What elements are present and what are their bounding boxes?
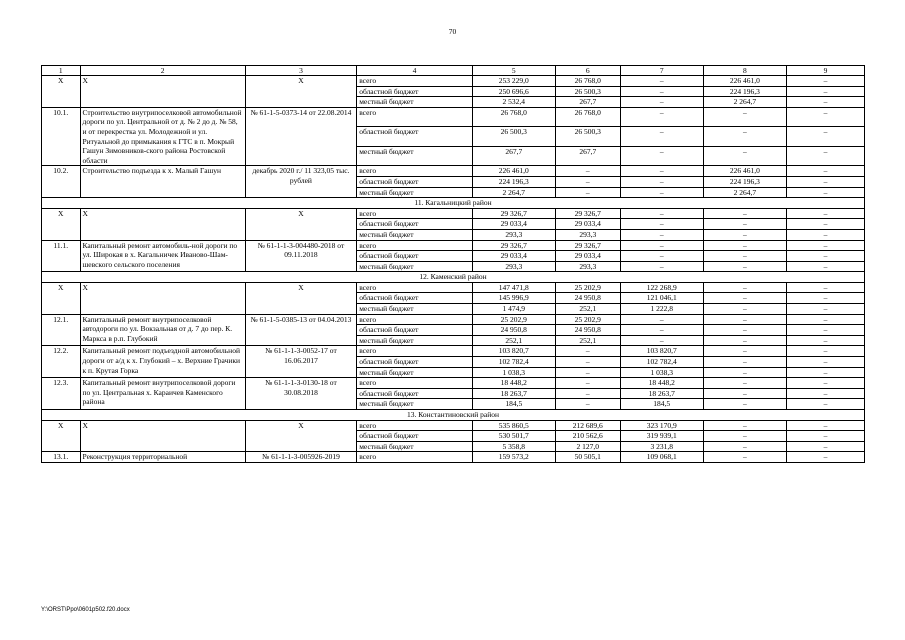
- section-heading-row: [42, 272, 865, 283]
- value-col9: –: [786, 293, 864, 304]
- value-col6: 24 950,8: [555, 325, 620, 336]
- value-total: 145 996,9: [472, 293, 555, 304]
- value-col6: 293,3: [555, 229, 620, 240]
- value-col8: –: [703, 261, 786, 272]
- value-col7: 109 068,1: [620, 452, 703, 463]
- value-col8: –: [703, 293, 786, 304]
- value-col8: –: [703, 420, 786, 431]
- value-col8: –: [703, 240, 786, 251]
- section-heading-row: [42, 410, 865, 421]
- value-total: 226 461,0: [472, 166, 555, 177]
- funding-source: областной бюджет: [357, 251, 473, 262]
- project-name: Х: [80, 76, 245, 108]
- project-name: Строительство внутрипоселковой автомобильной дороги по ул. Центральной от д. № 2 до д. № 58, и от перекрестка ул. Молодежной и ул. Ритуальной до примыкания к ГТС в п. Мокрый Гашун Зимовников-ского района Ростовской области: [80, 107, 245, 166]
- value-col7: –: [620, 251, 703, 262]
- column-number: 7: [620, 66, 703, 76]
- table-row: [42, 452, 865, 463]
- value-col8: –: [703, 452, 786, 463]
- funding-source: местный бюджет: [357, 335, 473, 346]
- value-col8: –: [703, 325, 786, 336]
- value-col7: 102 782,4: [620, 357, 703, 368]
- value-col6: –: [555, 388, 620, 399]
- value-col9: –: [786, 86, 864, 97]
- funding-source: местный бюджет: [357, 261, 473, 272]
- value-col8: –: [703, 304, 786, 315]
- table-row: [42, 107, 865, 127]
- table-row: [42, 240, 865, 251]
- value-col7: 18 263,7: [620, 388, 703, 399]
- value-col6: –: [555, 176, 620, 187]
- funding-source: местный бюджет: [357, 97, 473, 108]
- value-col6: 29 033,4: [555, 219, 620, 230]
- value-col9: –: [786, 261, 864, 272]
- project-name: Капитальный ремонт автомобиль-ной дороги по ул. Широкая в х. Кагальничек Иваново-Шам-шевского сельского поселения: [80, 240, 245, 272]
- value-total: 18 448,2: [472, 378, 555, 389]
- value-col9: –: [786, 452, 864, 463]
- column-number: 6: [555, 66, 620, 76]
- value-col7: –: [620, 240, 703, 251]
- value-total: 159 573,2: [472, 452, 555, 463]
- table-row: [42, 420, 865, 431]
- value-col6: 26 500,3: [555, 86, 620, 97]
- footer-file-path: Y:\ORST\Ppo\0601p502.f20.docx: [41, 607, 130, 613]
- value-col8: –: [703, 146, 786, 166]
- value-col6: 29 033,4: [555, 251, 620, 262]
- funding-source: всего: [357, 240, 473, 251]
- value-total: 250 696,6: [472, 86, 555, 97]
- funding-source: всего: [357, 378, 473, 389]
- project-name: Строительство подъезда к х. Малый Гашун: [80, 166, 245, 198]
- value-col7: –: [620, 261, 703, 272]
- value-col6: 267,7: [555, 97, 620, 108]
- value-col9: –: [786, 146, 864, 166]
- value-col6: –: [555, 357, 620, 368]
- funding-source: всего: [357, 107, 473, 127]
- value-col6: 212 689,6: [555, 420, 620, 431]
- budget-table: [41, 65, 865, 463]
- value-total: 26 500,3: [472, 127, 555, 147]
- column-number: 1: [42, 66, 81, 76]
- project-name: Капитальный ремонт внутрипоселковой дороги по ул. Центральная х. Караичев Каменского района: [80, 378, 245, 410]
- value-col9: –: [786, 251, 864, 262]
- value-col9: –: [786, 127, 864, 147]
- value-col7: –: [620, 335, 703, 346]
- value-col7: –: [620, 166, 703, 177]
- funding-source: местный бюджет: [357, 441, 473, 452]
- value-total: 224 196,3: [472, 176, 555, 187]
- value-col7: –: [620, 219, 703, 230]
- value-col6: 26 500,3: [555, 127, 620, 147]
- value-col8: –: [703, 282, 786, 293]
- value-col9: –: [786, 399, 864, 410]
- item-number: Х: [42, 282, 81, 314]
- table-row: [42, 166, 865, 177]
- value-col6: –: [555, 166, 620, 177]
- project-name: Реконструкция территориальной: [80, 452, 245, 463]
- value-col6: 24 950,8: [555, 293, 620, 304]
- value-col9: –: [786, 76, 864, 87]
- value-total: 267,7: [472, 146, 555, 166]
- table-row: [42, 346, 865, 357]
- value-total: 29 326,7: [472, 208, 555, 219]
- value-col7: –: [620, 176, 703, 187]
- value-total: 29 033,4: [472, 251, 555, 262]
- value-col8: –: [703, 251, 786, 262]
- value-col6: 252,1: [555, 335, 620, 346]
- value-col9: –: [786, 420, 864, 431]
- value-col6: 25 202,9: [555, 282, 620, 293]
- column-number: 9: [786, 66, 864, 76]
- value-col6: 252,1: [555, 304, 620, 315]
- value-total: 25 202,9: [472, 314, 555, 325]
- value-col6: 210 562,6: [555, 431, 620, 442]
- value-total: 103 820,7: [472, 346, 555, 357]
- project-reference: № 61-1-1-3-0130-18 от 30.08.2018: [245, 378, 356, 410]
- funding-source: областной бюджет: [357, 357, 473, 368]
- value-col7: –: [620, 208, 703, 219]
- value-total: 1 474,9: [472, 304, 555, 315]
- value-col8: –: [703, 431, 786, 442]
- value-col9: –: [786, 378, 864, 389]
- project-name: Х: [80, 282, 245, 314]
- project-reference: декабрь 2020 г./ 11 323,05 тыс. рублей: [245, 166, 356, 198]
- value-col7: –: [620, 187, 703, 198]
- value-total: 293,3: [472, 261, 555, 272]
- value-col8: –: [703, 335, 786, 346]
- value-col9: –: [786, 431, 864, 442]
- project-name: Х: [80, 420, 245, 452]
- project-reference: № 61-1-1-3-005926-2019: [245, 452, 356, 463]
- project-reference: № 61-1-5-0385-13 от 04.04.2013: [245, 314, 356, 346]
- value-col8: –: [703, 388, 786, 399]
- value-col6: –: [555, 346, 620, 357]
- value-total: 2 264,7: [472, 187, 555, 198]
- funding-source: местный бюджет: [357, 304, 473, 315]
- item-number: 10.1.: [42, 107, 81, 166]
- value-col9: –: [786, 208, 864, 219]
- value-col9: –: [786, 107, 864, 127]
- value-col9: –: [786, 97, 864, 108]
- value-col8: –: [703, 378, 786, 389]
- value-col9: –: [786, 325, 864, 336]
- value-col9: –: [786, 441, 864, 452]
- value-col6: –: [555, 378, 620, 389]
- value-col8: 224 196,3: [703, 176, 786, 187]
- project-reference: Х: [245, 420, 356, 452]
- funding-source: местный бюджет: [357, 399, 473, 410]
- section-heading-row: [42, 198, 865, 209]
- value-col7: –: [620, 97, 703, 108]
- value-col6: 29 326,7: [555, 240, 620, 251]
- value-col9: –: [786, 357, 864, 368]
- table-row: [42, 282, 865, 293]
- value-col8: –: [703, 229, 786, 240]
- project-reference: № 61-1-5-0373-14 от 22.08.2014: [245, 107, 356, 166]
- value-total: 29 326,7: [472, 240, 555, 251]
- value-col7: 1 038,3: [620, 367, 703, 378]
- project-reference: № 61-1-1-3-0052-17 от 16.06.2017: [245, 346, 356, 378]
- value-col9: –: [786, 335, 864, 346]
- project-reference: Х: [245, 282, 356, 314]
- value-col6: 293,3: [555, 261, 620, 272]
- section-title: 11. Кагальницкий район: [42, 198, 865, 209]
- item-number: Х: [42, 420, 81, 452]
- value-col7: 122 268,9: [620, 282, 703, 293]
- value-total: 147 471,8: [472, 282, 555, 293]
- funding-source: областной бюджет: [357, 388, 473, 399]
- value-col9: –: [786, 176, 864, 187]
- funding-source: областной бюджет: [357, 219, 473, 230]
- value-col8: –: [703, 314, 786, 325]
- project-reference: Х: [245, 208, 356, 240]
- item-number: Х: [42, 76, 81, 108]
- value-col8: –: [703, 346, 786, 357]
- value-col9: –: [786, 240, 864, 251]
- value-col9: –: [786, 282, 864, 293]
- project-name: Капитальный ремонт подъездной автомобильной дороги от а/д к х. Глубокий – х. Верхние Грачики к п. Крутая Горка: [80, 346, 245, 378]
- value-col7: –: [620, 146, 703, 166]
- funding-source: областной бюджет: [357, 176, 473, 187]
- value-col9: –: [786, 219, 864, 230]
- page-number: 70: [448, 27, 457, 36]
- value-col8: 2 264,7: [703, 187, 786, 198]
- project-name: Х: [80, 208, 245, 240]
- value-col8: 224 196,3: [703, 86, 786, 97]
- value-col6: 267,7: [555, 146, 620, 166]
- value-col8: –: [703, 127, 786, 147]
- value-total: 18 263,7: [472, 388, 555, 399]
- item-number: 10.2.: [42, 166, 81, 198]
- value-total: 253 229,0: [472, 76, 555, 87]
- value-col6: 25 202,9: [555, 314, 620, 325]
- value-total: 102 782,4: [472, 357, 555, 368]
- item-number: 13.1.: [42, 452, 81, 463]
- value-col7: –: [620, 86, 703, 97]
- value-col6: 50 505,1: [555, 452, 620, 463]
- value-col9: –: [786, 388, 864, 399]
- value-col6: –: [555, 367, 620, 378]
- column-number: 2: [80, 66, 245, 76]
- funding-source: местный бюджет: [357, 146, 473, 166]
- value-col9: –: [786, 314, 864, 325]
- value-col6: 26 768,0: [555, 76, 620, 87]
- value-col8: –: [703, 107, 786, 127]
- funding-source: областной бюджет: [357, 86, 473, 97]
- table-row: [42, 314, 865, 325]
- value-col7: –: [620, 314, 703, 325]
- value-col9: –: [786, 367, 864, 378]
- funding-source: всего: [357, 420, 473, 431]
- value-col7: 3 231,8: [620, 441, 703, 452]
- value-col7: 121 046,1: [620, 293, 703, 304]
- value-col8: 2 264,7: [703, 97, 786, 108]
- value-col7: 323 170,9: [620, 420, 703, 431]
- funding-source: областной бюджет: [357, 325, 473, 336]
- column-number: 5: [472, 66, 555, 76]
- project-reference: № 61-1-1-3-004480-2018 от 09.11.2018: [245, 240, 356, 272]
- value-col7: 103 820,7: [620, 346, 703, 357]
- value-col7: 184,5: [620, 399, 703, 410]
- value-total: 29 033,4: [472, 219, 555, 230]
- value-col8: –: [703, 399, 786, 410]
- column-number: 8: [703, 66, 786, 76]
- value-col8: –: [703, 219, 786, 230]
- item-number: 12.2.: [42, 346, 81, 378]
- value-total: 2 532,4: [472, 97, 555, 108]
- value-col7: –: [620, 107, 703, 127]
- funding-source: всего: [357, 346, 473, 357]
- funding-source: всего: [357, 208, 473, 219]
- value-col9: –: [786, 304, 864, 315]
- column-number: 3: [245, 66, 356, 76]
- item-number: 11.1.: [42, 240, 81, 272]
- funding-source: областной бюджет: [357, 431, 473, 442]
- value-col9: –: [786, 187, 864, 198]
- value-total: 26 768,0: [472, 107, 555, 127]
- table-row: [42, 76, 865, 87]
- funding-source: областной бюджет: [357, 293, 473, 304]
- value-col7: 1 222,8: [620, 304, 703, 315]
- section-title: 12. Каменский район: [42, 272, 865, 283]
- value-total: 1 038,3: [472, 367, 555, 378]
- funding-source: всего: [357, 76, 473, 87]
- funding-source: всего: [357, 166, 473, 177]
- value-col8: 226 461,0: [703, 76, 786, 87]
- section-title: 13. Константиновский район: [42, 410, 865, 421]
- value-total: 5 358,8: [472, 441, 555, 452]
- value-col7: –: [620, 76, 703, 87]
- value-col6: 26 768,0: [555, 107, 620, 127]
- value-col7: –: [620, 325, 703, 336]
- funding-source: областной бюджет: [357, 127, 473, 147]
- value-col8: 226 461,0: [703, 166, 786, 177]
- item-number: 12.3.: [42, 378, 81, 410]
- table-row: [42, 378, 865, 389]
- value-col7: –: [620, 127, 703, 147]
- value-col7: –: [620, 229, 703, 240]
- funding-source: всего: [357, 314, 473, 325]
- funding-source: всего: [357, 452, 473, 463]
- column-number-row: [42, 66, 865, 76]
- value-col7: 18 448,2: [620, 378, 703, 389]
- funding-source: местный бюджет: [357, 229, 473, 240]
- item-number: Х: [42, 208, 81, 240]
- value-col8: –: [703, 441, 786, 452]
- value-col8: –: [703, 367, 786, 378]
- value-col6: 29 326,7: [555, 208, 620, 219]
- value-col6: 2 127,0: [555, 441, 620, 452]
- value-col9: –: [786, 346, 864, 357]
- project-name: Капитальный ремонт внутрипоселковой автодороги по ул. Вокзальная от д. 7 до пер. К. Маркса в р.п. Глубокий: [80, 314, 245, 346]
- value-col8: –: [703, 357, 786, 368]
- funding-source: местный бюджет: [357, 367, 473, 378]
- table-row: [42, 208, 865, 219]
- value-col7: 319 939,1: [620, 431, 703, 442]
- value-col9: –: [786, 229, 864, 240]
- value-total: 184,5: [472, 399, 555, 410]
- column-number: 4: [357, 66, 473, 76]
- value-col6: –: [555, 399, 620, 410]
- value-total: 293,3: [472, 229, 555, 240]
- value-total: 530 501,7: [472, 431, 555, 442]
- value-col6: –: [555, 187, 620, 198]
- value-total: 252,1: [472, 335, 555, 346]
- item-number: 12.1.: [42, 314, 81, 346]
- funding-source: местный бюджет: [357, 187, 473, 198]
- value-total: 24 950,8: [472, 325, 555, 336]
- value-total: 535 860,5: [472, 420, 555, 431]
- value-col9: –: [786, 166, 864, 177]
- funding-source: всего: [357, 282, 473, 293]
- project-reference: Х: [245, 76, 356, 108]
- value-col8: –: [703, 208, 786, 219]
